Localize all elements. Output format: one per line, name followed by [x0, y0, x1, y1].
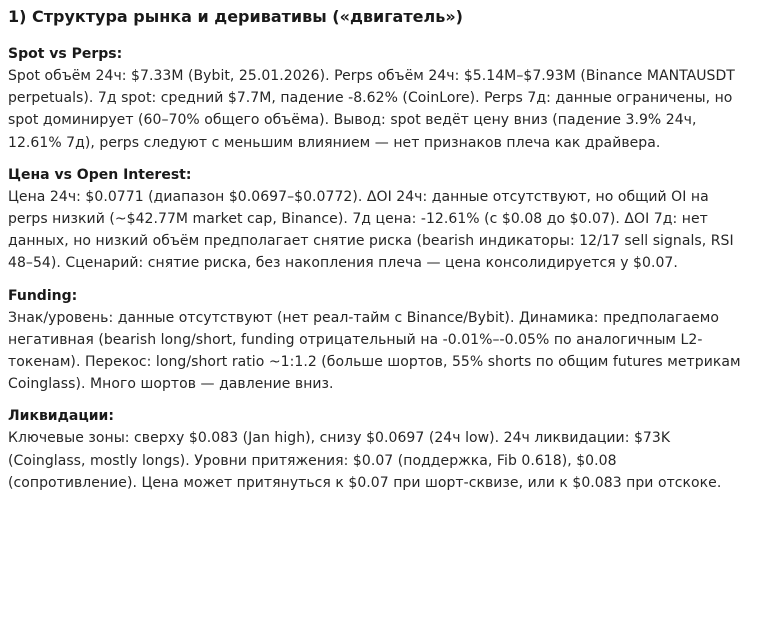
section-heading: Spot vs Perps:	[8, 46, 123, 62]
section-liquidations	[8, 406, 748, 494]
section-body: Ключевые зоны: сверху $0.083 (Jan high), снизу $0.0697 (24ч low). 24ч ликвидации: $73K (Coinglass, mostly longs). Уровни притяжения: $0.07 (поддержка, Fib 0.618), $0.08 (сопротивление). Цена может притянуться к $0.07 при шорт-сквизе, или к $0.083 при отскоке.	[8, 430, 722, 491]
section-heading: Цена vs Open Interest:	[8, 166, 192, 183]
section-funding	[8, 286, 748, 396]
document-title: 1) Структура рынка и деривативы («двигатель»)	[8, 7, 463, 26]
section-body: Цена 24ч: $0.0771 (диапазон $0.0697–$0.0772). ΔOI 24ч: данные отсутствуют, но общий OI на perps низкий (~$42.77M market cap, Binance). 7д цена: -12.61% (с $0.08 до $0.07). ΔOI 7д: нет данных, но низкий объём предполагает снятие риска (bearish индикаторы: 12/17 sell signals, RSI 48–54). Сценарий: снятие риска, без накопления плеча — цена консолидируется у $0.07.	[8, 188, 734, 272]
section-heading: Ликвидации:	[8, 408, 114, 425]
section-body: Spot объём 24ч: $7.33M (Bybit, 25.01.2026). Perps объём 24ч: $5.14M–$7.93M (Binance MANTAUSDT perpetuals). 7д spot: средний $7.7M, падение -8.62% (CoinLore). Perps 7д: данные ограничены, но spot доминирует (60–70% общего объёма). Вывод: spot ведёт цену вниз (падение 3.9% 24ч, 12.61% 7д), perps следуют с меньшим влиянием — нет признаков плеча как драйвера.	[8, 68, 735, 151]
section-price-vs-oi	[8, 165, 748, 275]
section-spot-vs-perps	[8, 44, 748, 154]
section-heading: Funding:	[8, 287, 78, 304]
section-body: Знак/уровень: данные отсутствуют (нет реал-тайм с Binance/Bybit). Динамика: предполагаемо негативная (bearish long/short, funding отрицательный на -0.01%–-0.05% по аналогичным L2-токенам). Перекос: long/short ratio ~1:1.2 (больше шортов, 55% shorts по общим futures метрикам Coinglass). Много шортов — давление вниз.	[8, 309, 741, 393]
